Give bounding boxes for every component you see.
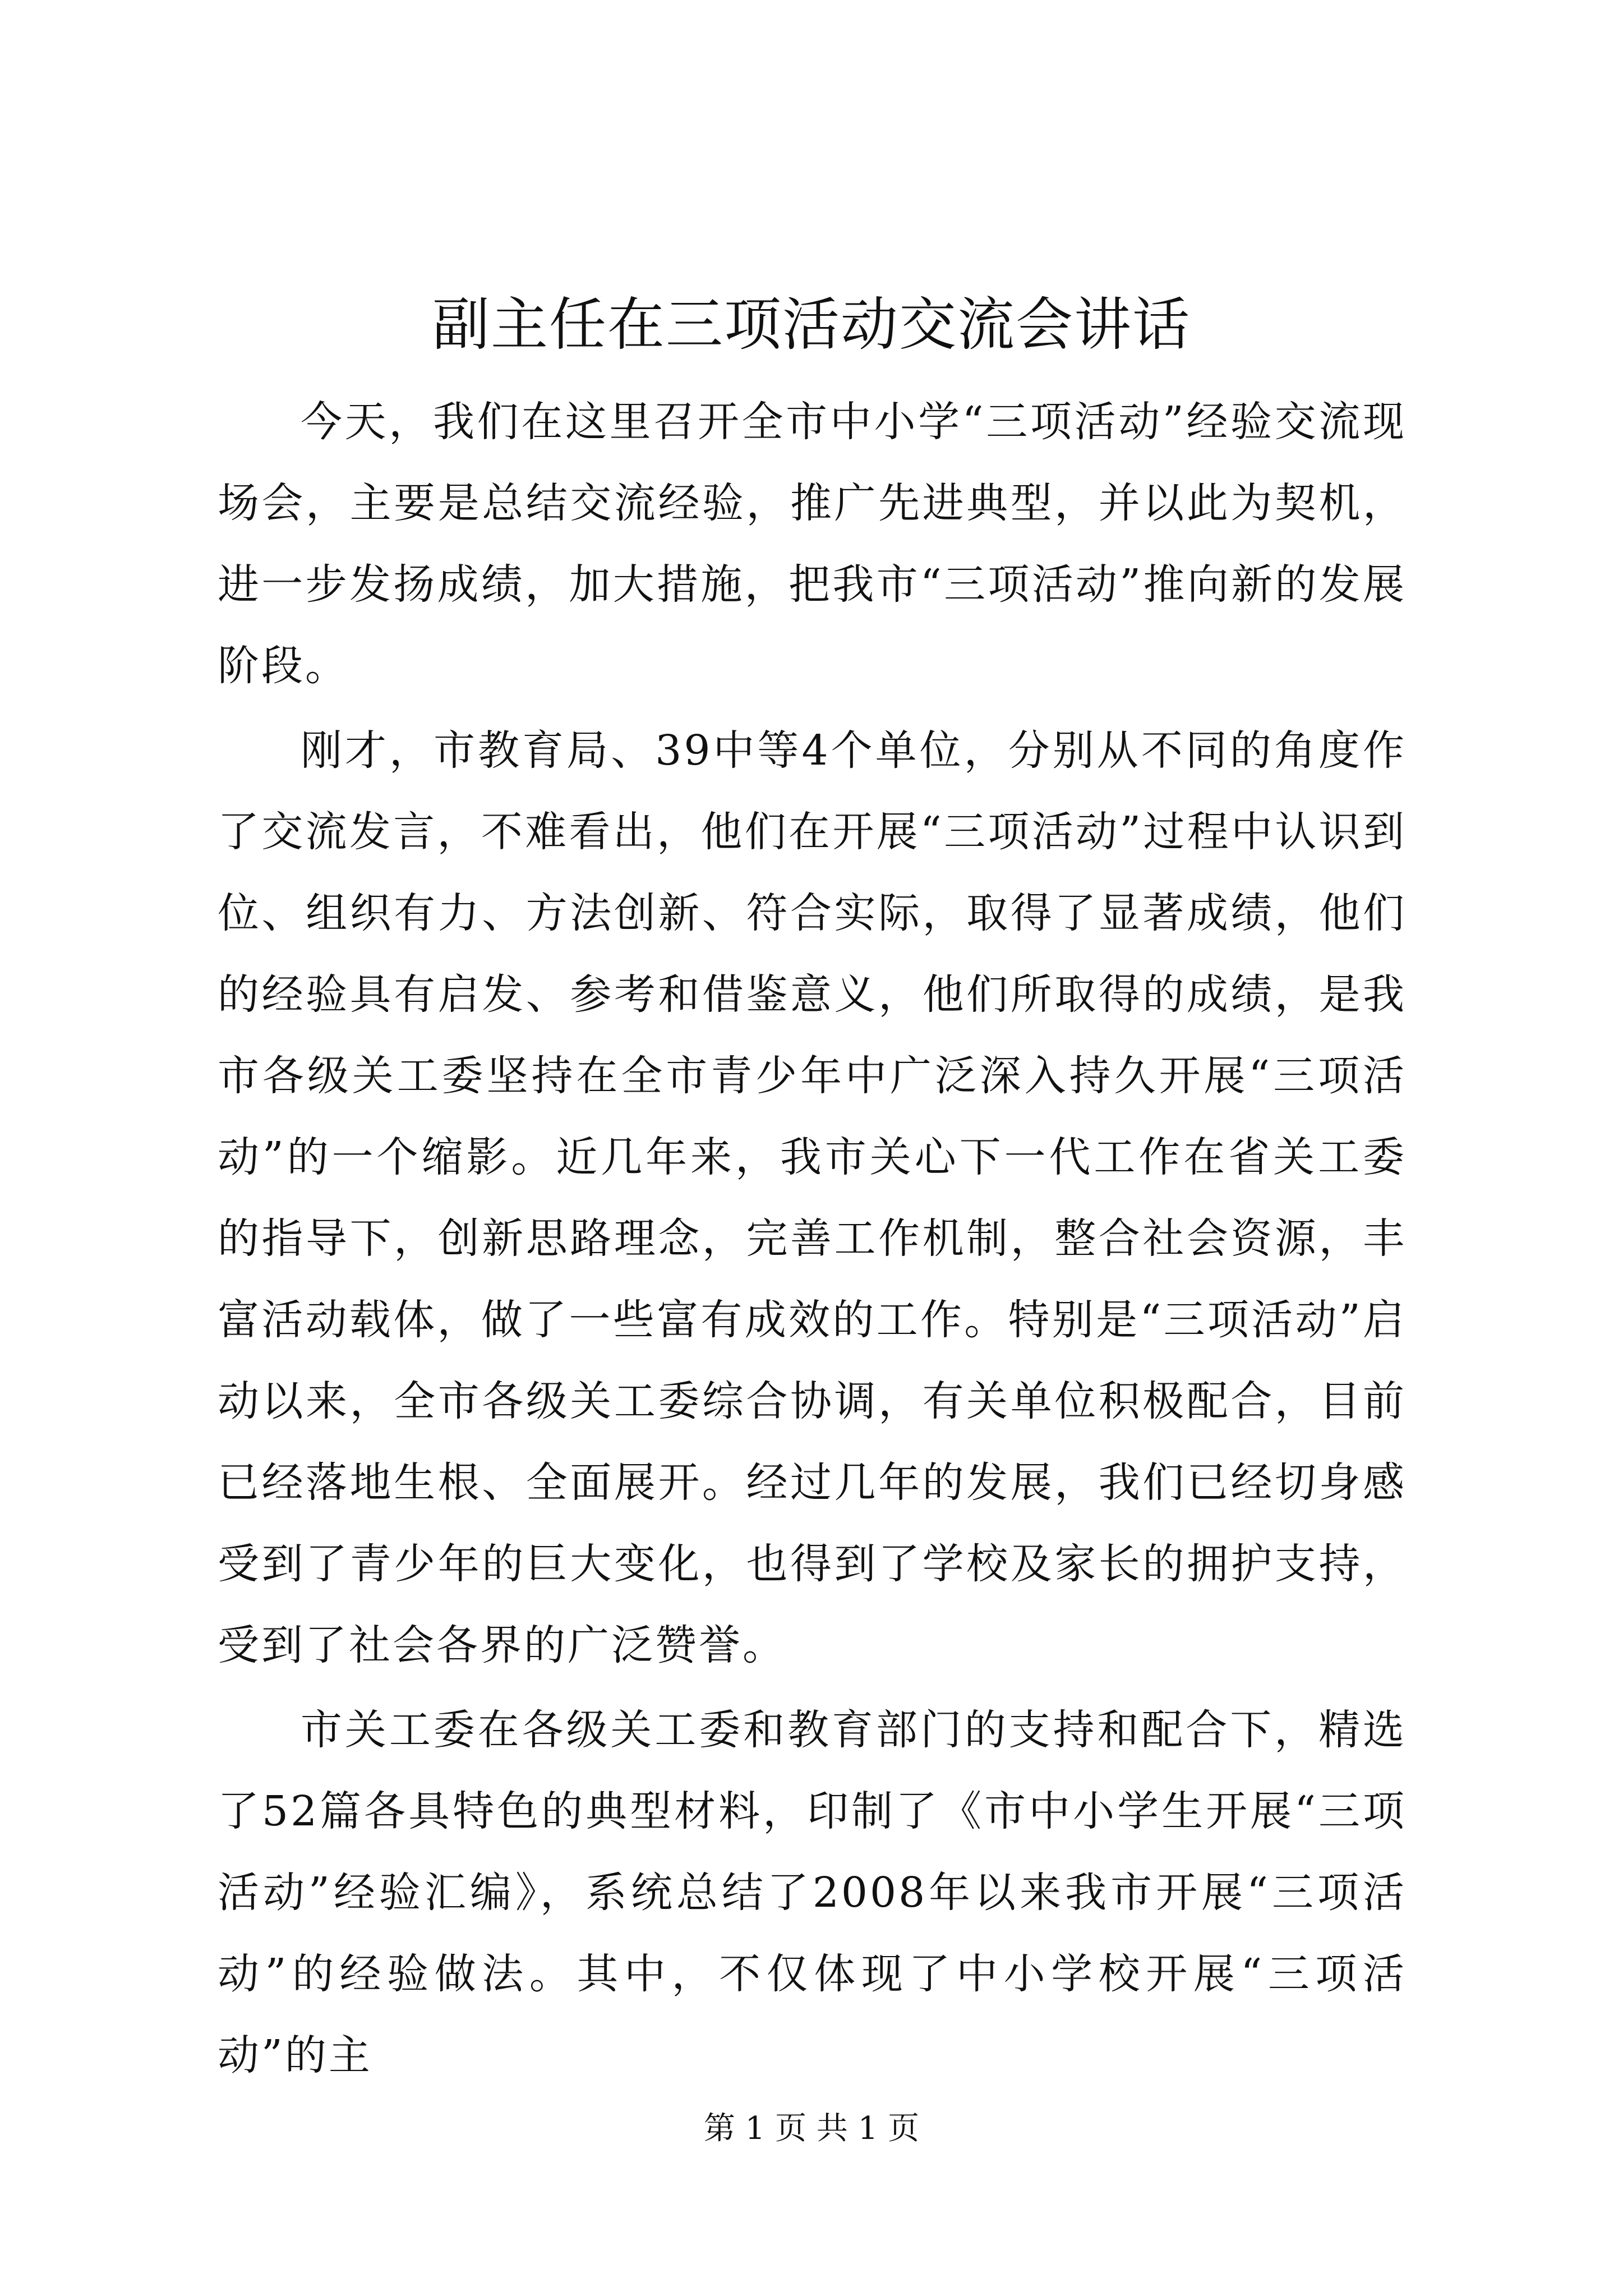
page-footer: 第 1 页 共 1 页 xyxy=(703,2110,920,2147)
paragraph: 今天，我们在这里召开全市中小学“三项活动”经验交流现场会，主要是总结交流经验，推广先进典型，并以此为契机，进一步发扬成绩，加大措施，把我市“三项活动”推向新的发展阶段。 xyxy=(218,398,1407,690)
document-body xyxy=(218,381,1407,2100)
document-title: 副主任在三项活动交流会讲话 xyxy=(432,292,1191,358)
paragraph: 市关工委在各级关工委和教育部门的支持和配合下，精选了52篇各具特色的典型材料，印制了《市中小学生开展“三项活动”经验汇编》，系统总结了2008年以来我市开展“三项活动”的经验做法。其中，不仅体现了中小学校开展“三项活动”的主 xyxy=(218,1706,1407,2079)
paragraph: 刚才，市教育局、39中等4个单位，分别从不同的角度作了交流发言，不难看出，他们在开展“三项活动”过程中认识到位、组织有力、方法创新、符合实际，取得了显著成绩，他们的经验具有启发、参考和借鉴意义，他们所取得的成绩，是我市各级关工委坚持在全市青少年中广泛深入持久开展“三项活动”的一个缩影。近几年来，我市关心下一代工作在省关工委的指导下，创新思路理念，完善工作机制，整合社会资源，丰富活动载体，做了一些富有成效的工作。特别是“三项活动”启动以来，全市各级关工委综合协调，有关单位积极配合，目前已经落地生根、全面展开。经过几年的发展，我们已经切身感受到了青少年的巨大变化，也得到了学校及家长的拥护支持，受到了社会各界的广泛赞誉。 xyxy=(218,726,1407,1669)
